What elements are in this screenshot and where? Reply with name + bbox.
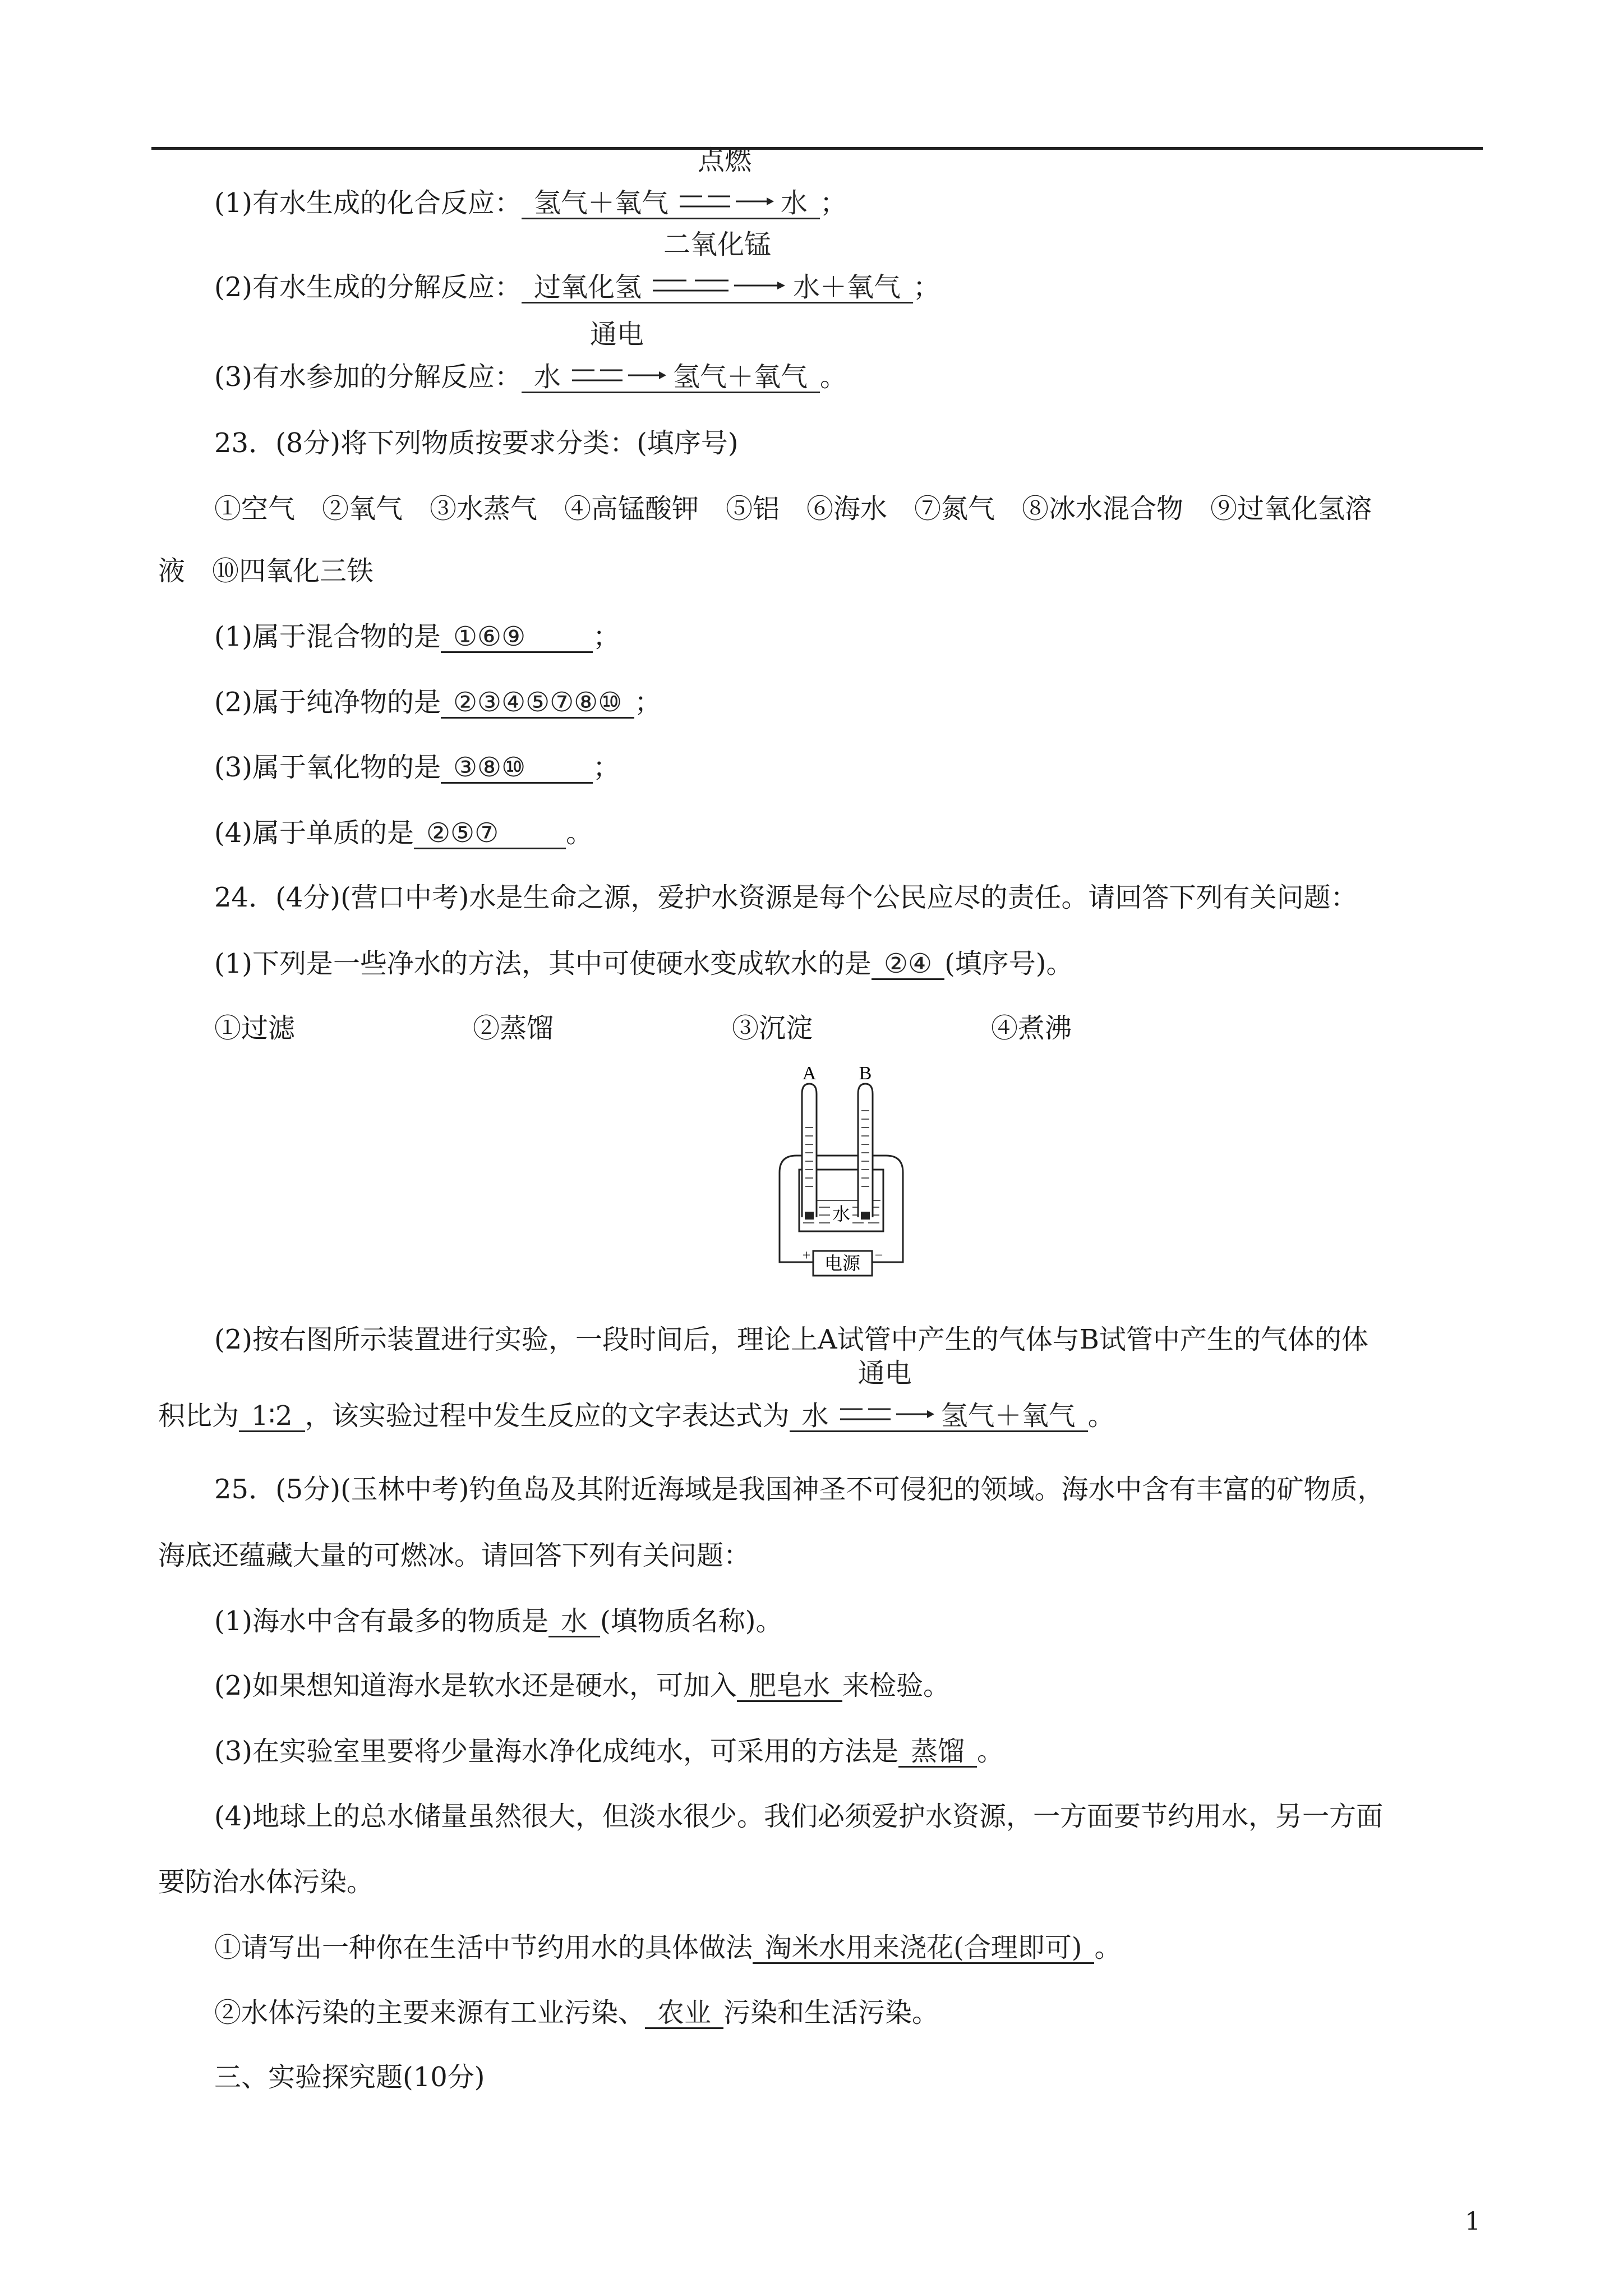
q22-part2-products: 水＋氧气 xyxy=(793,272,901,303)
q23-part4 xyxy=(214,816,593,850)
q24-option-2: ②蒸馏 xyxy=(473,1013,554,1044)
q23-part1-end: ； xyxy=(593,621,620,652)
q24-part2-equation-answer xyxy=(790,1358,1088,1432)
q23-part2 xyxy=(214,685,661,719)
q25-sub2-answer: 农业 xyxy=(645,1998,723,2029)
reaction-arrow xyxy=(674,145,775,218)
q25-sub1-end: 。 xyxy=(1094,1932,1122,1963)
electrolysis-apparatus-figure xyxy=(757,1060,925,1285)
reaction-condition: 通电 xyxy=(857,1358,912,1389)
q25-sub2-pre: ②水体污染的主要来源有工业污染、 xyxy=(214,1997,645,2028)
q23-part2-label: (2)属于纯净物的是 xyxy=(214,687,441,718)
q24-part1-text: (1)下列是一些净水的方法，其中可使硬水变成软水的是 xyxy=(214,948,872,979)
q22-part2-answer xyxy=(522,229,913,303)
q23-part4-answer: ②⑤⑦ xyxy=(414,818,566,849)
q25-sub2-end: 污染和生活污染。 xyxy=(723,1997,939,2028)
q22-part2 xyxy=(214,229,940,304)
q22-part1-label: (1)有水生成的化合反应： xyxy=(214,187,522,219)
minus-sign: − xyxy=(874,1247,883,1263)
power-supply-label: 电源 xyxy=(824,1253,861,1274)
q25-part2 xyxy=(214,1669,950,1703)
q25-part1-label: (1)海水中含有最多的物质是 xyxy=(214,1605,548,1637)
q23-items-line1: ①空气 ②氧气 ③水蒸气 ④高锰酸钾 ⑤铝 ⑥海水 ⑦氮气 ⑧冰水混合物 ⑨过氧化氢溶 xyxy=(214,493,1372,524)
q25-part3-answer: 蒸馏 xyxy=(898,1737,977,1768)
reaction-condition: 通电 xyxy=(590,319,644,350)
test-tube-b xyxy=(858,1084,873,1217)
q25-part3 xyxy=(214,1734,1004,1768)
q25-part2-answer: 肥皂水 xyxy=(737,1671,842,1702)
q22-part3-reactants: 水 xyxy=(534,361,561,393)
reaction-arrow xyxy=(647,229,787,302)
q23-title: 23．(8分)将下列物质按要求分类：(填序号) xyxy=(214,427,739,459)
q23-part1 xyxy=(214,620,620,654)
q23-part3-end: ； xyxy=(593,752,620,783)
q23-part4-end: 。 xyxy=(566,817,593,849)
q22-part2-label: (2)有水生成的分解反应： xyxy=(214,272,522,303)
q25-sub1-answer: 淘米水用来浇花(合理即可) xyxy=(753,1933,1094,1964)
q22-part3-answer xyxy=(522,319,820,393)
reaction-condition: 二氧化锰 xyxy=(663,229,772,260)
page-number: 1 xyxy=(1465,2207,1481,2236)
q23-part4-label: (4)属于单质的是 xyxy=(214,817,414,849)
q24-option-3: ③沉淀 xyxy=(732,1013,813,1044)
q24-part2-end: 。 xyxy=(1087,1400,1115,1432)
q25-part3-end: 。 xyxy=(977,1736,1004,1767)
reaction-arrow xyxy=(566,319,667,392)
q25-part2-label: (2)如果想知道海水是软水还是硬水，可加入 xyxy=(214,1670,737,1701)
q24-option-1: ①过滤 xyxy=(214,1013,296,1044)
q22-part1 xyxy=(214,145,847,220)
q24-part2-mid: ，该实验过程中发生反应的文字表达式为 xyxy=(305,1400,790,1432)
electrode-a xyxy=(805,1212,814,1220)
tube-a-label: A xyxy=(802,1063,817,1084)
plus-sign: + xyxy=(802,1247,811,1263)
q25-part4-line1: (4)地球上的总水储量虽然很大，但淡水很少。我们必须爱护水资源，一方面要节约用水，另一方面 xyxy=(214,1801,1383,1832)
tube-b-label: B xyxy=(859,1063,872,1084)
q25-sub2 xyxy=(214,1996,939,2030)
q23-part3-label: (3)属于氧化物的是 xyxy=(214,752,441,783)
water-label: 水 xyxy=(832,1203,851,1225)
q25-title: 25．(5分)(玉林中考)钓鱼岛及其附近海域是我国神圣不可侵犯的领域。海水中含有丰富的矿物质， xyxy=(214,1474,1385,1505)
q22-part1-reactants: 氢气＋氧气 xyxy=(534,187,669,219)
q25-sub1-label: ①请写出一种你在生活中节约用水的具体做法 xyxy=(214,1932,753,1963)
q24-part1-end: (填序号)。 xyxy=(944,948,1073,979)
section-3-heading: 三、实验探究题(10分) xyxy=(214,2062,485,2093)
q22-part3 xyxy=(214,319,847,394)
q22-part1-products: 水 xyxy=(781,187,808,219)
test-tube-a xyxy=(802,1084,817,1217)
q22-part1-end: ； xyxy=(820,187,847,219)
q24-part2-pre: 积比为 xyxy=(158,1400,239,1432)
q24-part2-ratio-answer: 1∶2 xyxy=(239,1401,305,1432)
q22-part1-answer xyxy=(522,145,820,219)
q23-part1-answer: ①⑥⑨ xyxy=(441,622,593,653)
q25-sub1 xyxy=(214,1931,1122,1964)
q22-part3-products: 氢气＋氧气 xyxy=(673,361,808,393)
electrode-b xyxy=(861,1212,870,1220)
q25-part3-label: (3)在实验室里要将少量海水净化成纯水，可采用的方法是 xyxy=(214,1736,898,1767)
q24-part2-reactants: 水 xyxy=(801,1400,829,1432)
q25-part2-end: 来检验。 xyxy=(842,1670,951,1701)
q25-part1-end: (填物质名称)。 xyxy=(600,1605,783,1637)
q23-part2-answer: ②③④⑤⑦⑧⑩ xyxy=(441,688,634,719)
q22-part3-label: (3)有水参加的分解反应： xyxy=(214,361,522,393)
q24-part2-line1: (2)按右图所示装置进行实验，一段时间后，理论上A试管中产生的气体与B试管中产生的气体的体 xyxy=(214,1324,1368,1355)
q22-part2-reactants: 过氧化氢 xyxy=(534,272,642,303)
q24-title: 24．(4分)(营口中考)水是生命之源，爱护水资源是每个公民应尽的责任。请回答下列有关问题： xyxy=(214,882,1358,913)
q25-part4-line2: 要防治水体污染。 xyxy=(158,1866,374,1898)
q23-part3-answer: ③⑧⑩ xyxy=(441,753,593,784)
q23-part3 xyxy=(214,751,620,784)
q23-items-line2: 液 ⑩四氧化三铁 xyxy=(158,555,374,587)
q24-part1-answer: ②④ xyxy=(872,949,944,980)
q22-part3-end: 。 xyxy=(820,361,847,393)
q24-part2-products: 氢气＋氧气 xyxy=(940,1400,1076,1432)
q24-part1 xyxy=(214,947,1073,981)
header-rule xyxy=(151,147,1483,150)
q25-part1 xyxy=(214,1604,782,1638)
q25-part1-answer: 水 xyxy=(548,1607,600,1637)
reaction-condition: 点燃 xyxy=(698,145,752,176)
reaction-arrow xyxy=(834,1358,935,1430)
q24-part2-line2 xyxy=(158,1358,1115,1433)
q23-part1-label: (1)属于混合物的是 xyxy=(214,621,441,652)
q24-option-4: ④煮沸 xyxy=(991,1013,1072,1044)
q23-part2-end: ； xyxy=(634,687,662,718)
q22-part2-end: ； xyxy=(913,272,940,303)
q25-title-line2: 海底还蕴藏大量的可燃冰。请回答下列有关问题： xyxy=(158,1540,751,1571)
